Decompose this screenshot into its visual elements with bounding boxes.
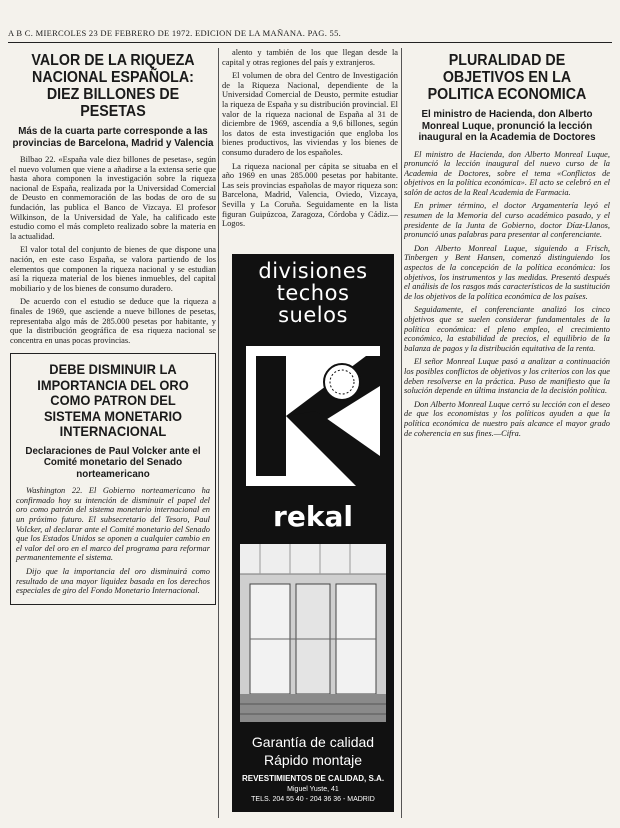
article-paragraph: El volumen de obra del Centro de Investigación de la Riqueza Nacional, dependiente de la Universidad Comercial de Deusto, permite estudiar la riqueza de España y su distribución provincial. El valor de la riqueza nacional de España al 31 de diciembre de 1969, ascendía a 9,6 billones, según los datos de esta investigación que engloba los bienes productivos, las viviendas y los bienes de consumo duradero de los españoles. bbox=[222, 71, 398, 157]
article-subhead: Declaraciones de Paul Volcker ante el Comité monetario del Senado norteamericano bbox=[25, 445, 201, 480]
ad-line-divisiones: divisiones bbox=[258, 259, 368, 283]
interior-photo bbox=[240, 544, 386, 722]
article-paragraph: El señor Monreal Luque pasó a analizar a continuación los posibles conflictos de objetivos y los criterios con los que deben resolverse en la práctica. Puso de manifiesto que la solución depende en última instancia de la decisión política. bbox=[404, 357, 610, 396]
column-rule bbox=[401, 48, 402, 818]
article-paragraph: Don Alberto Monreal Luque, siguiendo a Frisch, Tinbergen y Bent Hansen, comenzó distinguiendo los aspectos de la concepción de la política económica: los objetivos, los instrumentos y las medidas. Presentó después el análisis de los rasgos más característicos de la sustitución de los objetivos de la política económica de los países. bbox=[404, 243, 610, 301]
ad-line-techos: techos bbox=[276, 281, 350, 305]
article-paragraph: De acuerdo con el estudio se deduce que la riqueza a finales de 1969, que asciende a nueve billones de pesetas, representaba algo más de 285.000 pesetas por habitante, y que la distribución geográfica de esa riqueza nacional se concentra en unas pocas provincias. bbox=[10, 297, 216, 345]
article-headline: DEBE DISMINUIR LA IMPORTANCIA DEL ORO COMO PATRON DEL SISTEMA MONETARIO INTERNACIONAL bbox=[37, 361, 189, 440]
article-paragraph: Dijo que la importancia del oro disminuirá como resultado de una mayor liquidez basada en los derechos especiales de giro del Fondo Monetario Internacional. bbox=[16, 567, 210, 596]
article-paragraph: Washington 22. El Gobierno norteamericano ha confirmado hoy su intención de disminuir el papel del oro como patrón del sistema monetario internacional en un próximo futuro. El subsecretario del Tesoro, Paul Volcker, al declarar ante el Comité monetario del Senado que los Estados Unidos se oponen a cualquier cambio en el valor del oro en el marco del programa para reformar permanentemente el sistema. bbox=[16, 486, 210, 563]
ad-phone: TELS. 204 55 40 - 204 36 36 - MADRID bbox=[251, 796, 375, 803]
ad-line-suelos: suelos bbox=[278, 303, 348, 327]
article-paragraph: Seguidamente, el conferenciante analizó los cinco objetivos que se suelen considerar fundamentales de la política económica: el pleno empleo, el crecimiento económico, la estabilidad de precios, el equilibrio de la balanza de pagos y la distribución equitativa de la renta. bbox=[404, 305, 610, 353]
article-paragraph: Bilbao 22. «España vale diez billones de pesetas», según el nuevo volumen que viene a añadirse a la extensa serie que hasta ahora componen la investigación sobre la riqueza nacional de España, realizada por la Universidad Comercial de Deusto en conmemoración de las bodas de oro de su fundación, las publica el Banco de Vizcaya. El profesor Wilkinson, de la Universidad de Yale, ha calificado este estudio como el más completo realizado sobre la materia en la actualidad. bbox=[10, 155, 216, 241]
boxed-article bbox=[10, 353, 216, 605]
rekal-advertisement bbox=[232, 254, 394, 812]
article-headline: PLURALIDAD DE OBJETIVOS EN LA POLITICA ECONOMICA bbox=[427, 52, 587, 103]
article-paragraph: En primer término, el doctor Argamentería leyó el resumen de la Memoria del curso académico pasado, y el presidente de la Junta de Gobierno, doctor Díaz-Llanos, pronunció unas palabras para presentar al conferenciante. bbox=[404, 201, 610, 240]
ad-address: Miguel Yuste, 41 bbox=[287, 786, 339, 793]
article-paragraph: El ministro de Hacienda, don Alberto Monreal Luque, pronunció la lección inaugural del nuevo curso de la Academia de Doctores, sobre el tema «Conflictos de objetivos en la política económica». El acto se celebró en el salón de actos de la Real Academia de Farmacia. bbox=[404, 149, 610, 197]
column-left bbox=[10, 48, 216, 818]
article-headline: VALOR DE LA RIQUEZA NACIONAL ESPAÑOLA: DIEZ BILLONES DE PESETAS bbox=[31, 52, 195, 120]
page-header: A B C. MIERCOLES 23 DE FEBRERO DE 1972. EDICION DE LA MAÑANA. PAG. 55. bbox=[8, 28, 612, 43]
article-paragraph: La riqueza nacional per cápita se situaba en el año 1969 en unas 285.000 pesetas por habitante. Las seis provincias españolas de mayor riqueza son: Barcelona, Madrid, Valencia, Oviedo, Vizcaya, Sevilla y La Coruña. Seguidamente en la lista figuran Guipúzcoa, Zaragoza, Córdoba y Cádiz.—Logos. bbox=[222, 161, 398, 229]
article-subhead: Más de la cuarta parte corresponde a las provincias de Barcelona, Madrid y Valencia bbox=[12, 126, 214, 149]
ad-company-name: REVESTIMIENTOS DE CALIDAD, S.A. bbox=[241, 774, 385, 783]
rekal-logo-icon bbox=[246, 346, 380, 486]
ad-slogan-assembly: Rápido montaje bbox=[263, 752, 363, 768]
ad-slogan-quality: Garantía de calidad bbox=[251, 734, 375, 750]
article-paragraph: Don Alberto Monreal Luque cerró su lección con el deseo de que los economistas y los políticos ayuden a que la política económica de nuestro país alcance el mayor grado de coherencia en sus fines.—Cifra. bbox=[404, 399, 610, 438]
article-paragraph: alento y también de los que llegan desde la capital y otras regiones del país y extranjeros. bbox=[222, 48, 398, 67]
article-subhead: El ministro de Hacienda, don Alberto Monreal Luque, pronunció la lección inaugural en la Academia de Doctores bbox=[418, 109, 596, 143]
ad-brand-name: rekal bbox=[273, 500, 353, 533]
article-paragraph: El valor total del conjunto de bienes de que dispone una nación, en este caso España, se valora partiendo de los elementos que componen la riqueza nacional y se estudian así la riqueza material de los bienes inmuebles, del capital mobiliario y de los bienes de consumo duradero. bbox=[10, 245, 216, 293]
column-right bbox=[404, 48, 610, 818]
column-rule bbox=[218, 48, 219, 818]
